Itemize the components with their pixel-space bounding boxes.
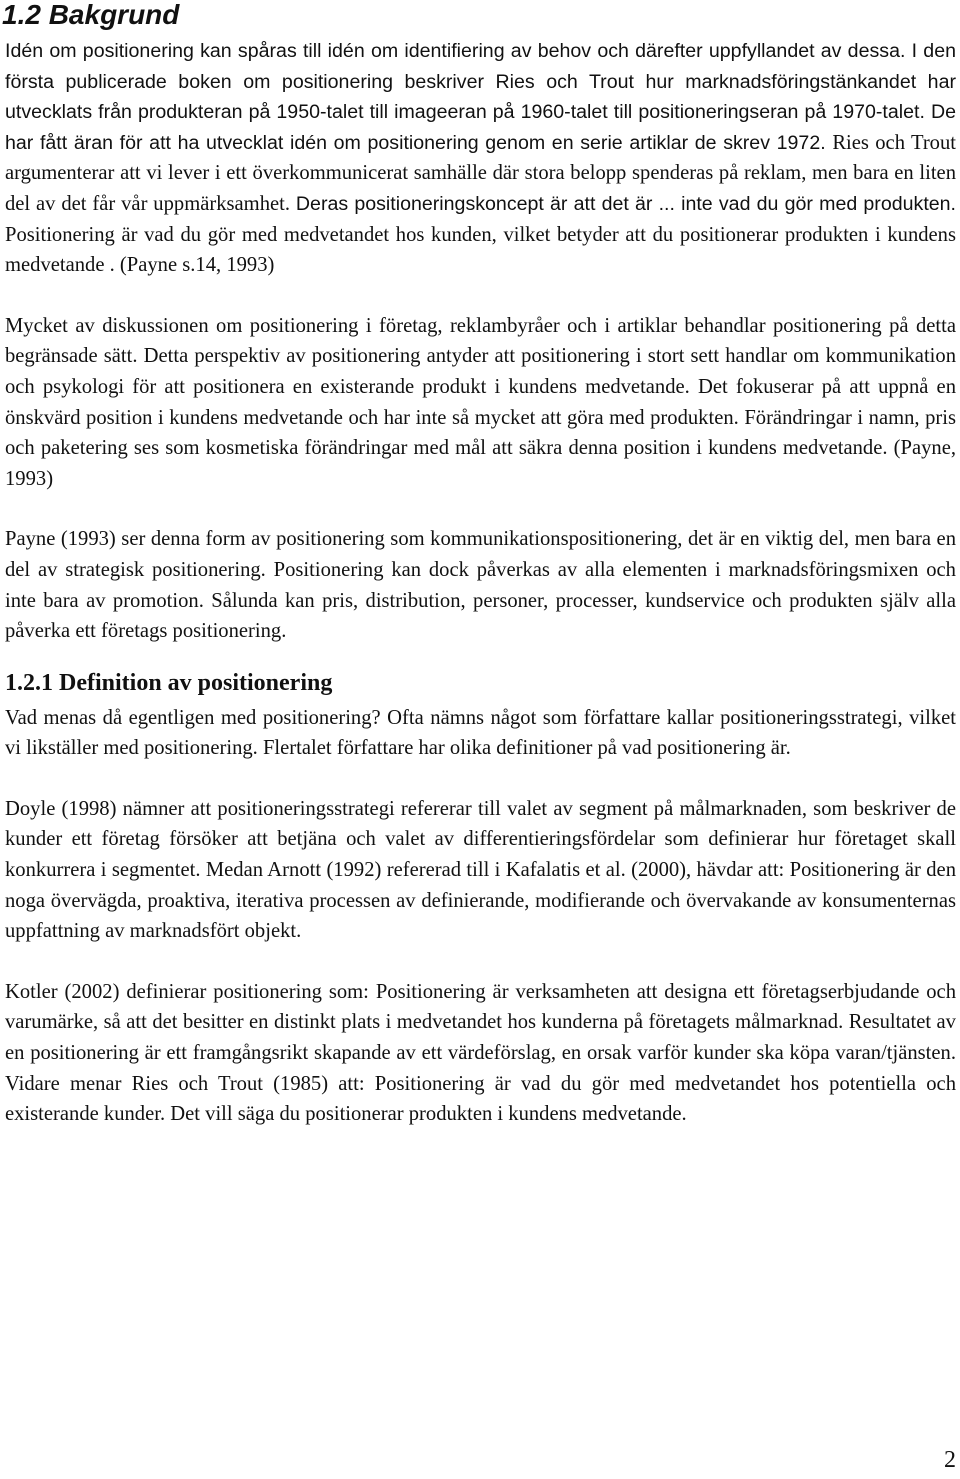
section-heading: 1.2 Bakgrund xyxy=(2,0,180,30)
paragraph-definition-3 xyxy=(5,977,956,1130)
document-page xyxy=(2,0,957,1130)
text-run: Sålunda kan pris, distribution, personer, processer, kundservice och produkten själv alla påverka ett företags positionering. xyxy=(5,589,956,643)
text-run: Det fokuserar på att uppnå en önskvärd position i kundens medvetande och har inte så mycket att göra med produkten. Förändringar i namn, pris och paketering ses som kosmetiska förändringar med mål att säkra denna position i kundens medvetande. (Payne, 1993) xyxy=(5,375,956,490)
text-run: Flertalet författare har olika definitioner på vad positionering är. xyxy=(262,737,791,760)
text-run: Payne (1993) ser denna form av positionering som kommunikationspositionering, det är en viktig del, men bara en del av strategisk positionering. xyxy=(5,528,956,581)
text-run: De har fått äran för att ha utvecklat idén om positionering genom en serie artiklar de skrev 1972. xyxy=(5,101,956,154)
text-run: Positionering är vad du gör med medvetandet hos kunden, vilket betyder att du positionerar produkten i kundens medvetande . (Payne s.14, 1993) xyxy=(5,223,956,277)
text-run: Deras positioneringskoncept är att det är xyxy=(295,192,659,215)
text-run: Doyle (1998) nämner att positioneringsstrategi refererar till valet av segment på målmarknaden, som beskriver de kunder ett företag försöker att betjäna och valet av differentieringsfördelar som definierar hur företaget skall konkurrera i segmentet. xyxy=(5,797,956,882)
text-run: Medan Arnott (1992) refererad till i Kafalatis et al. (2000), hävdar att: Positionering är den noga övervägda, proaktiva, iterativa processen av definierande, modifierande och övervakande av konsumenternas uppfattning av marknadsfört objekt. xyxy=(5,859,956,943)
paragraph-background-1 xyxy=(5,36,956,281)
text-run: Idén om positionering kan spåras till idén om identifiering av behov och därefter uppfyllandet av dessa. I den första publicerade boken om positionering beskriver Ries och Trout hur marknadsföringstänkandet har utvecklats från produkteran på 1950-talet till imageeran på 1960-talet till positioneringseran på 1970-talet. xyxy=(5,40,956,124)
subsection-heading: 1.2.1 Definition av positionering xyxy=(5,669,333,696)
text-run: Detta perspektiv av positionering antyder att positionering i stort sett handlar om kommunikation och psykologi för att positionera en existerande produkt i kundens medvetande. xyxy=(5,345,956,398)
text-run: Vidare menar Ries och Trout (1985) att: Positionering är vad du gör med medvetandet hos potentiella och existerande kunder. Det vill säga du positionerar produkten i kundens medvetande. xyxy=(5,1072,956,1126)
text-run: Resultatet av en positionering är ett framgångsrikt skapande av ett värdeförslag, en orsak varför kunder ska köpa varan/tjänsten. xyxy=(5,1011,956,1065)
paragraph-background-3 xyxy=(5,524,956,646)
page-number: 2 xyxy=(944,1447,956,1473)
paragraph-definition-1 xyxy=(5,703,956,764)
text-run: Positionering kan dock påverkas av alla elementen i marknadsföringsmixen och inte bara av promotion. xyxy=(5,558,956,612)
text-run: ... inte vad du gör med produkten. xyxy=(658,192,957,215)
text-run: Ries och Trout argumenterar att vi lever i ett överkommunicerat samhälle där stora belopp spenderas på reklam, men bara en liten del av det får vår uppmärksamhet. xyxy=(5,131,956,215)
paragraph-definition-2 xyxy=(5,794,956,947)
text-run: Mycket av diskussionen om positionering i företag, reklambyråer och i artiklar behandlar positionering på detta begränsade sätt. xyxy=(5,314,956,368)
text-run: Vad menas då egentligen med positionering? xyxy=(5,706,388,729)
paragraph-background-2 xyxy=(5,311,956,495)
text-run: Ofta nämns något som författare kallar positioneringsstrategi, vilket vi likställer med positionering. xyxy=(5,706,956,760)
text-run: Kotler (2002) definierar positionering som: Positionering är verksamheten att designa ett företagserbjudande och varumärke, så att det besitter en distinkt plats i medvetandet hos kunderna på företagets målmarknad. xyxy=(5,980,956,1034)
